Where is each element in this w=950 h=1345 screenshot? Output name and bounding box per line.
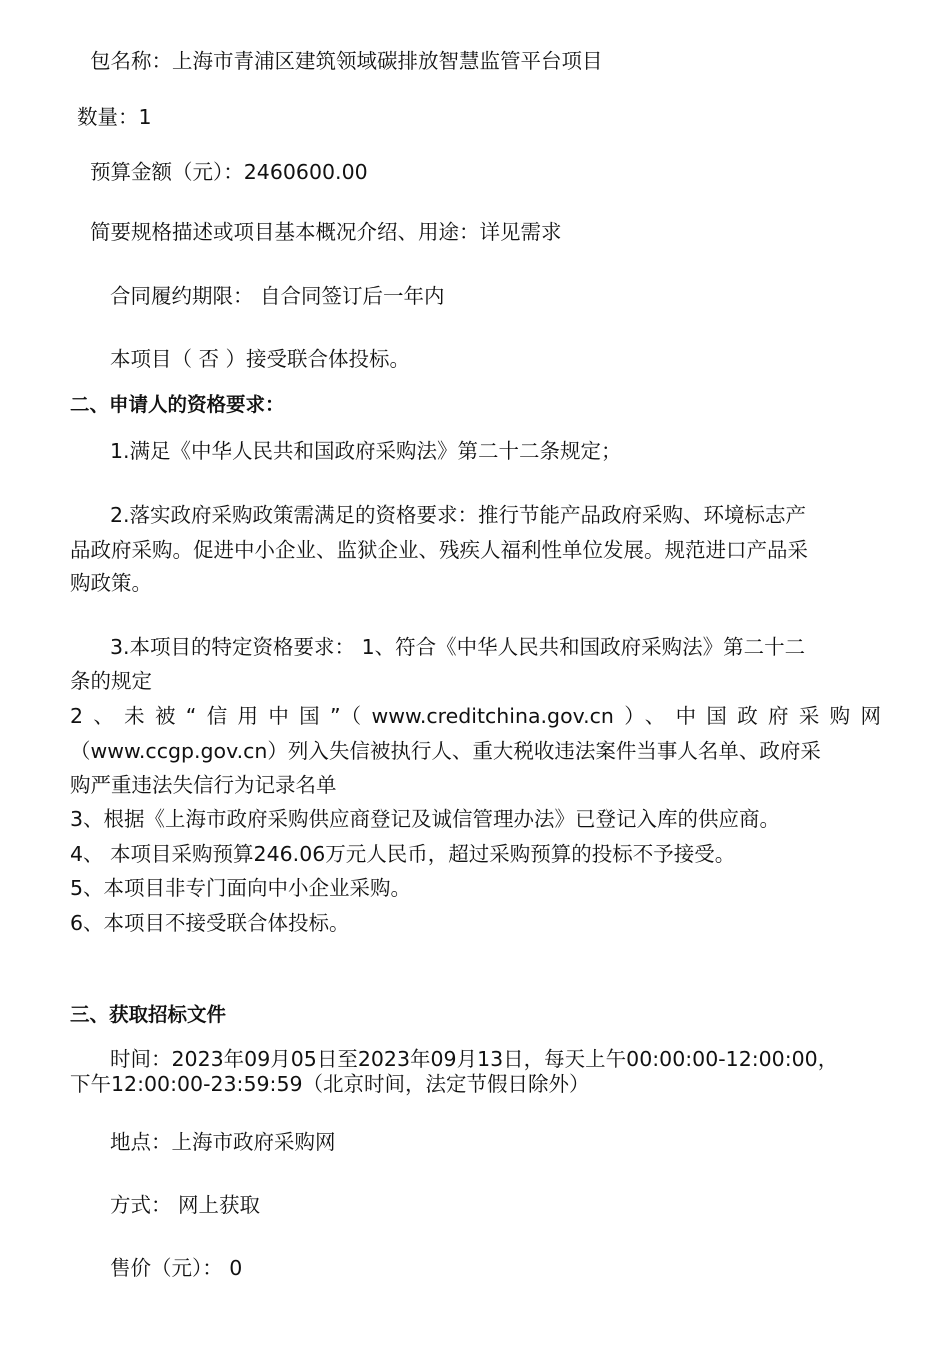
item-4: 4、 本项目采购预算246.06万元人民币，超过采购预算的投标不予接受。 — [70, 842, 736, 866]
method: 方式： 网上获取 — [110, 1193, 261, 1217]
price: 售价（元）： 0 — [110, 1256, 243, 1280]
package-name: 包名称：上海市青浦区建筑领域碳排放智慧监管平台项目 — [90, 49, 603, 73]
place: 地点：上海市政府采购网 — [110, 1130, 336, 1154]
quantity: 数量：1 — [77, 105, 152, 129]
consortium-acceptance: 本项目（ 否 ）接受联合体投标。 — [110, 347, 411, 371]
item-5: 5、本项目非专门面向中小企业采购。 — [70, 876, 412, 900]
budget-amount: 预算金额（元）：2460600.00 — [90, 160, 368, 184]
requirement-3-line-1: 3.本项目的特定资格要求： 1、符合《中华人民共和国政府采购法》第二十二 — [110, 635, 806, 659]
contract-period: 合同履约期限： 自合同签订后一年内 — [110, 284, 445, 308]
time-line-2: 下午12:00:00-23:59:59（北京时间，法定节假日除外） — [70, 1072, 590, 1096]
item-2-line-2: （www.ccgp.gov.cn）列入失信被执行人、重大税收违法案件当事人名单、政府采 — [70, 739, 821, 763]
project-description: 简要规格描述或项目基本概况介绍、用途：详见需求 — [90, 220, 562, 244]
item-2-line-1: 2、未被“信用中国”（www.creditchina.gov.cn）、中国政府采购网 — [70, 704, 881, 728]
section-3-heading: 三、获取招标文件 — [70, 1003, 227, 1026]
requirement-2-line-2: 品政府采购。促进中小企业、监狱企业、残疾人福利性单位发展。规范进口产品采 — [70, 538, 808, 562]
item-6: 6、本项目不接受联合体投标。 — [70, 911, 350, 935]
requirement-2-line-1: 2.落实政府采购政策需满足的资格要求：推行节能产品政府采购、环境标志产 — [110, 503, 807, 527]
item-2-line-3: 购严重违法失信行为记录名单 — [70, 773, 337, 797]
item-3: 3、根据《上海市政府采购供应商登记及诚信管理办法》已登记入库的供应商。 — [70, 807, 781, 831]
requirement-2-line-3: 购政策。 — [70, 571, 152, 595]
requirement-3-line-2: 条的规定 — [70, 669, 152, 693]
section-2-heading: 二、申请人的资格要求： — [70, 393, 285, 416]
requirement-1: 1.满足《中华人民共和国政府采购法》第二十二条规定； — [110, 439, 622, 463]
time-line-1: 时间：2023年09月05日至2023年09月13日，每天上午00:00:00-12:00:00， — [110, 1047, 839, 1071]
